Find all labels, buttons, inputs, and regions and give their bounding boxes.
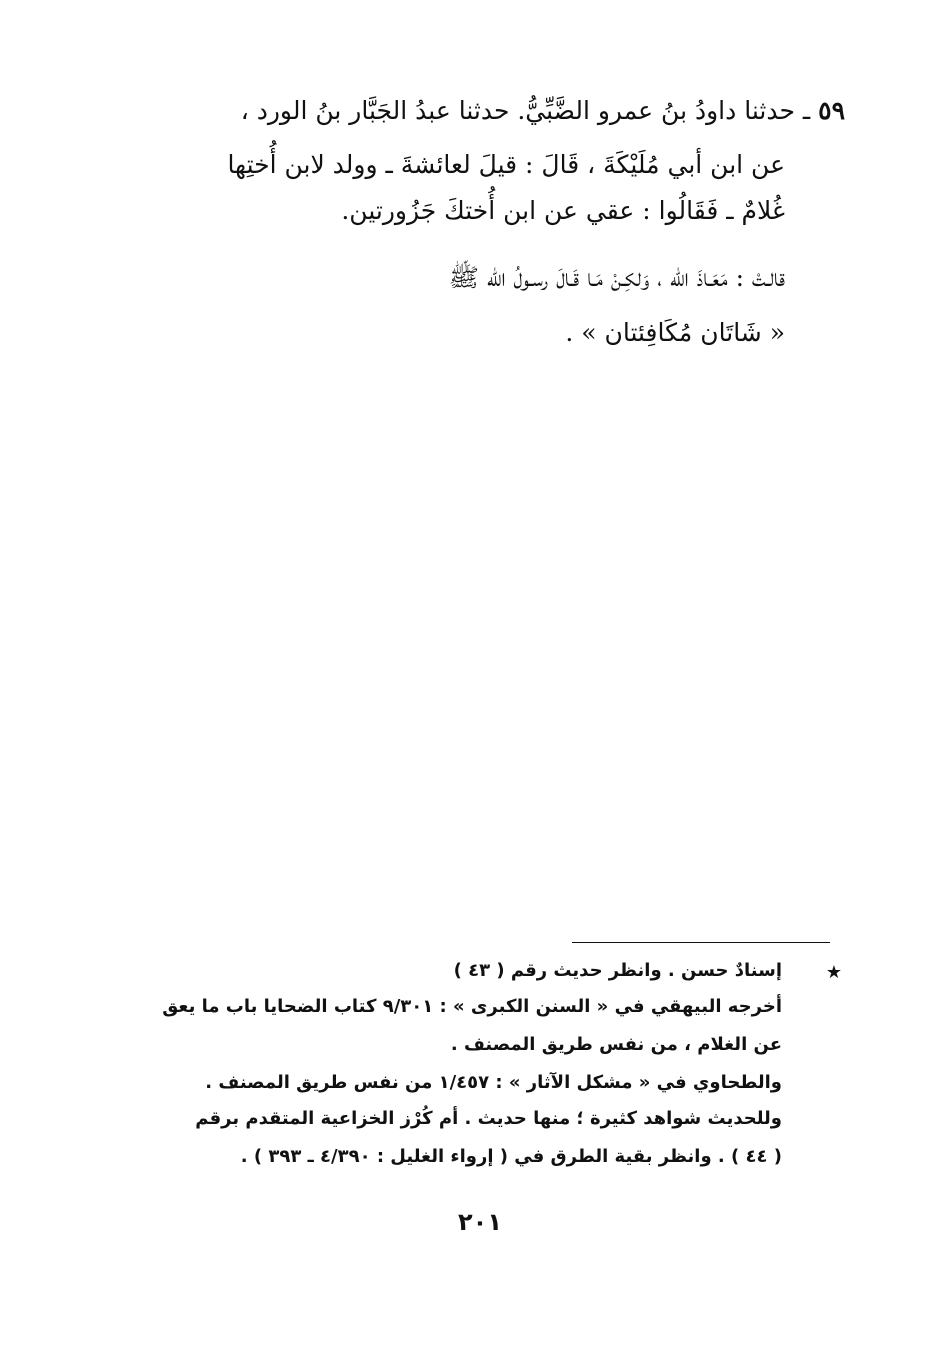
hadith-line-3: غُلامٌ ـ فَقَالُوا : عقي عن ابن أُختكَ جَزُورتين. [341,196,785,225]
footnote-line-4: والطحاوي في « مشكل الآثار » : ١/٤٥٧ من نفس طريق المصنف . [205,1072,782,1093]
hadith-line-2: عن ابن أبي مُلَيْكَةَ ، قَالَ : قيلَ لعائشةَ ـ وولد لابن أُختِها [227,150,785,179]
hadith-line-1 [241,96,845,125]
footnote-line-2: أخرجه البيهقي في « السنن الكبرى » : ٩/٣٠١ كتاب الضحايا باب ما يعق [162,996,782,1017]
footnote-line-3: عن الغلام ، من نفس طريق المصنف . [450,1034,782,1055]
footnote-line-5: وللحديث شواهد كثيرة ؛ منها حديث . أم كُرْز الخزاعية المتقدم برقم [195,1108,782,1129]
hadith-line-5: « شَاتَان مُكَافِئتان » . [565,318,785,347]
hadith-number: ٥٩ [818,96,845,125]
page-number: ٢٠١ [458,1208,502,1236]
footnote-line-6: ( ٤٤ ) . وانظر بقية الطرق في ( إرواء الغليل : ٤/٣٩٠ ـ ٣٩٣ ) . [240,1146,782,1167]
hadith-line-4: قالـتْ : مَعَـاذَ الله ، وَلكِـنْ مَـا قَـالَ رسـولُ الله ﷺ [448,263,785,292]
footnote-line-1: إسنادٌ حسن . وانظر حديث رقم ( ٤٣ ) [453,960,782,981]
footnote-divider [572,942,830,943]
footnote-star-icon: ★ [825,962,842,983]
hadith-line-1-text: ـ حدثنا داودُ بنُ عمرو الضَّبِّيُّ. حدثنا عبدُ الجَبَّار بنُ الورد ، [240,96,811,125]
